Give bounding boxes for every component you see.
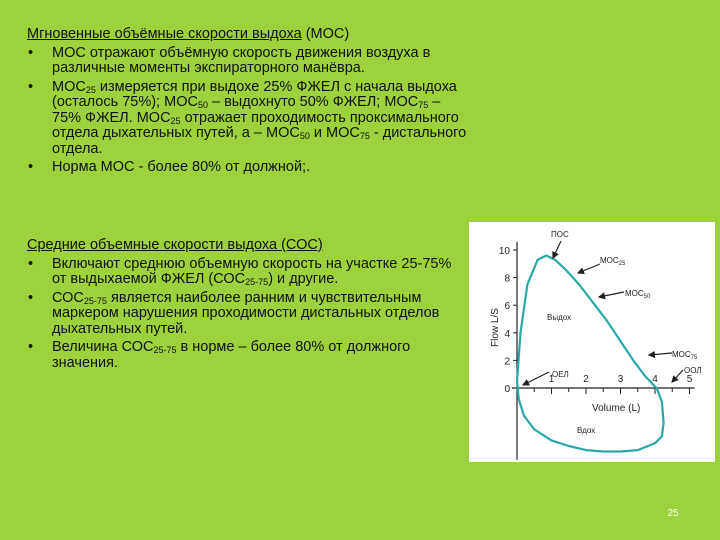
label-pos: ПОС bbox=[551, 230, 569, 239]
bullet-mos-norm: • Норма МОС - более 80% от должной;. bbox=[27, 160, 467, 176]
section-mos bbox=[27, 27, 467, 179]
y-tick-label: 10 bbox=[498, 246, 510, 257]
y-axis-label: Flow L/S bbox=[490, 308, 501, 347]
page-number: 25 bbox=[667, 508, 679, 519]
x-tick-label: 3 bbox=[617, 374, 624, 385]
arrow-mos25 bbox=[578, 264, 600, 273]
y-tick-label: 6 bbox=[504, 301, 510, 313]
arrow-pos bbox=[553, 241, 561, 258]
label-mos50: $МОС_{50}$ bbox=[625, 289, 651, 300]
label-vydokh: Выдох bbox=[547, 313, 572, 322]
arrow-mos50 bbox=[599, 292, 624, 297]
bullet-sos-marker: • $СОС_{25-75}$ является наиболее ранним и чувствительным маркером нарушения проходимости дистальных отделов дыхательных путей. bbox=[27, 291, 467, 338]
arrow-oep bbox=[523, 372, 549, 385]
bullet-mos-measurement: • $МОС_{25}$ измеряется при выдохе 25% ФЖЕЛ с начала выдоха (осталось 75%); $МОС_{50}$ – выдохнуто 50% ФЖЕЛ; $МОС_{75} - 75\%$ ФЖЕЛ. $МОС_{25}$ отражает проходимость проксимального отдела дыхательных путей, а – $МОС_{50}$ и $МОС_{75}$ - дистального отдела. bbox=[27, 80, 467, 158]
section-sos bbox=[27, 238, 467, 374]
label-vdokh: Вдох bbox=[577, 426, 596, 435]
x-tick-label: 2 bbox=[583, 374, 589, 385]
section-sos-bullets bbox=[27, 257, 467, 372]
section-mos-heading-underlined: Мгновенные объёмные скорости выдоха bbox=[27, 26, 302, 42]
y-tick-label: 0 bbox=[504, 384, 510, 395]
flow-volume-loop bbox=[517, 256, 664, 452]
flow-volume-chart bbox=[469, 222, 715, 462]
arrow-mos75 bbox=[649, 353, 672, 355]
x-tick-label: 1 bbox=[548, 374, 555, 385]
arrow-ool bbox=[672, 370, 683, 382]
label-oep: ОЕЛ bbox=[552, 370, 569, 379]
y-tick-label: 4 bbox=[504, 328, 510, 340]
x-tick-label: 5 bbox=[686, 374, 693, 385]
x-axis-label: Volume (L) bbox=[592, 403, 641, 414]
flow-volume-svg bbox=[469, 222, 715, 462]
section-mos-heading bbox=[27, 27, 467, 43]
section-mos-heading-abbr: (МОС) bbox=[301, 26, 350, 42]
bullet-mos-definition: • МОС отражают объёмную скорость движения воздуха в различные моменты экспираторного манёвра. bbox=[27, 46, 467, 77]
y-tick-label: 2 bbox=[504, 356, 510, 368]
y-tick-label: 8 bbox=[504, 273, 510, 285]
label-mos75: $МОС_{75}$ bbox=[672, 350, 698, 361]
section-sos-heading: Средние объемные скорости выдоха (СОС) bbox=[27, 237, 323, 253]
section-mos-bullets bbox=[27, 46, 467, 176]
label-mos25: $МОС_{25}$ bbox=[600, 256, 626, 267]
bullet-sos-norm: • Величина $СОС_{25-75}$ в норме – более 80% от должного значения. bbox=[27, 340, 467, 371]
x-tick-label: 4 bbox=[652, 374, 658, 385]
chart-ticks bbox=[499, 246, 693, 395]
chart-axes bbox=[512, 242, 695, 460]
bullet-sos-includes: • Включают среднюю объемную скорость на участке 25-75% от выдыхаемой ФЖЕЛ $(СОС_{25-75})$ и другие. bbox=[27, 257, 467, 288]
label-ool: ООЛ bbox=[684, 366, 702, 375]
